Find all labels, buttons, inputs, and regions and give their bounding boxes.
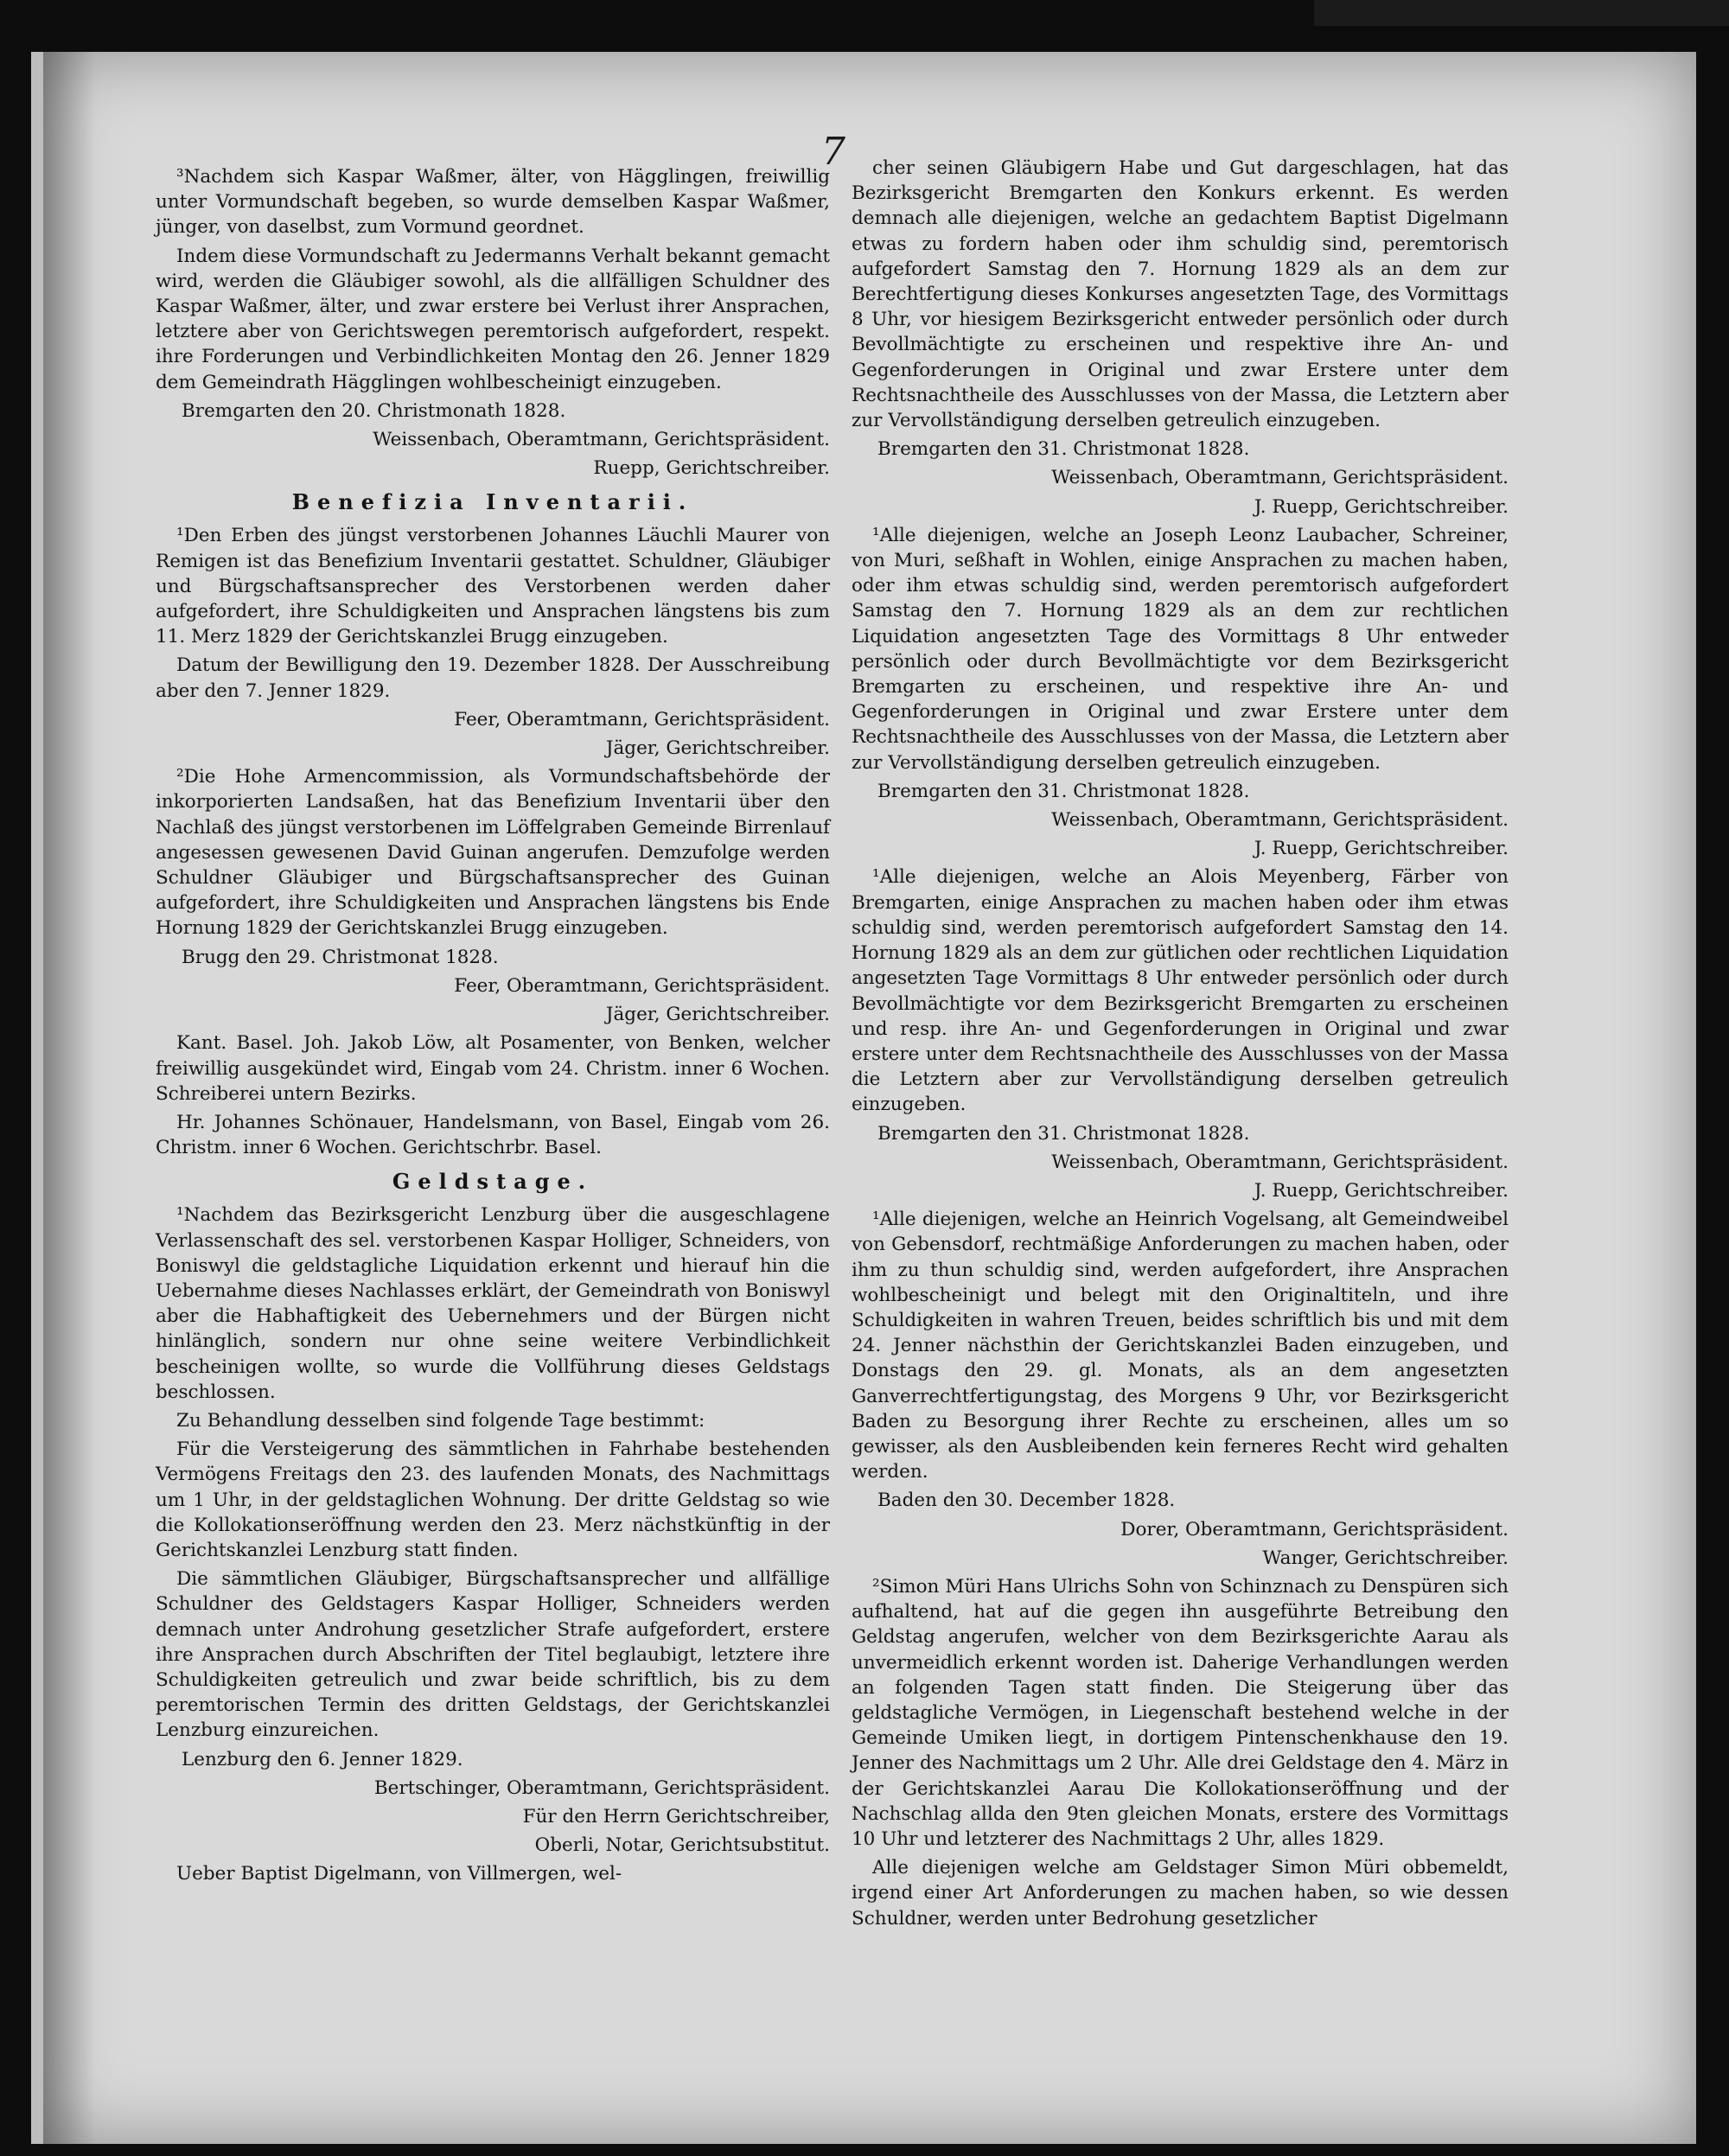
notice-paragraph: ²Die Hohe Armencommission, als Vormundschaftsbehörde der inkorporierten Landsaßen, hat das Benefizium Inventarii über den Nachlaß des jüngst verstorbenen im Löffelgraben Gemeinde Birrenlauf angesessen gewesenen David Guinan angerufen. Demzufolge werden Schuldner Gläubiger und Bürgschaftsansprecher des Guinan aufgefordert, ihre Schuldigkeiten und Ansprachen längstens bis Ende Hornung 1829 der Gerichtskanzlei Brugg einzugeben. [156,766,830,940]
notice-signature: Oberli, Notar, Gerichtsubstitut. [534,1834,830,1857]
notice-signature: J. Ruepp, Gerichtschreiber. [1254,838,1509,860]
notice-paragraph: ¹Nachdem das Bezirksgericht Lenzburg über die ausgeschlagene Verlassenschaft des sel. verstorbenen Kaspar Holliger, Schneiders, von Boniswyl die geldstagliche Liquidation erkennt und hierauf hin die Uebernahme dieses Nachlasses erklärt, der Gemeindrath von Boniswyl aber die Habhaftigkeit des Uebernehmers und der Bürgen nicht hinlänglich, sondern nur ohne seine weitere Verbindlichkeit bescheinigen wollte, so wurde die Vollführung dieses Geldstags beschlossen. [156,1204,830,1403]
notice-paragraph: Zu Behandlung desselben sind folgende Tage bestimmt: [176,1409,705,1432]
page-number: 7 [821,130,845,174]
notice-dateline: Bremgarten den 31. Christmonat 1828. [877,438,1250,461]
notice-signature: Dorer, Oberamtmann, Gerichtspräsident. [1120,1518,1509,1540]
notice-signature: J. Ruepp, Gerichtschreiber. [1254,1179,1509,1202]
notice-signature: Weissenbach, Oberamtmann, Gerichtspräsident. [1051,809,1509,832]
notice-signature: Bertschinger, Oberamtmann, Gerichtspräsident. [373,1776,830,1799]
notice-signature: Feer, Oberamtmann, Gerichtspräsident. [454,974,830,997]
notice-paragraph: ³Nachdem sich Kaspar Waßmer, älter, von Hägglingen, freiwillig unter Vormundschaft begeben, so wurde demselben Kaspar Waßmer, jünger, von daselbst, zum Vormund geordnet. [156,166,830,239]
notice-dateline: Brugg den 29. Christmonat 1828. [182,946,499,968]
notice-paragraph: ¹Alle diejenigen, welche an Alois Meyenberg, Färber von Bremgarten, einige Ansprachen zu machen haben oder ihm etwas schuldig sind, werden peremtorisch aufgefordert Samstag den 14. Hornung 1829 als an dem zur gütlichen oder rechtlichen Liquidation angesetzten Tage Vormittags 8 Uhr entweder persönlich oder durch Bevollmächtigte vor dem Bezirksgericht Bremgarten zu erscheinen und resp. ihre An- und Gegenforderungen in Original und zwar erstere unter dem Rechtsnachtheile des Ausschlusses von der Massa die Letztern aber zur Vervollständigung derselben getreulich einzugeben. [852,866,1509,1116]
notice-signature: Jäger, Gerichtschreiber. [605,1004,830,1026]
notice-paragraph: Indem diese Vormundschaft zu Jedermanns Verhalt bekannt gemacht wird, werden die Gläubiger sowohl, als die allfälligen Schuldner des Kaspar Waßmer, älter, und zwar erstere bei Verlust ihrer Ansprachen, letztere aber von Gerichtswegen peremtorisch aufgefordert, respekt. ihre Forderungen und Verbindlichkeiten Montag den 26. Jenner 1829 dem Gemeindrath Hägglingen wohlbescheinigt einzugeben. [156,245,830,393]
notice-dateline: Bremgarten den 20. Christmonath 1828. [182,399,566,422]
notice-paragraph: cher seinen Gläubigern Habe und Gut dargeschlagen, hat das Bezirksgericht Bremgarten den Konkurs erkennt. Es werden demnach alle diejenigen, welche an gedachtem Baptist Digelmann etwas zu fordern haben oder ihm schuldig sind, peremtorisch aufgefordert Samstag den 7. Hornung 1829 als an dem zur Berechtfertigung dieses Konkurses angesetzten Tage, des Vormittags 8 Uhr, vor hiesigem Bezirksgericht entweder persönlich oder durch Bevollmächtigte zu erscheinen und respektive ihre An- und Gegenforderungen in Original und zwar Erstere unter dem Rechtsnachtheile des Ausschlusses von der Massa, die Letztern aber zur Vervollständigung derselben getreulich einzugeben. [852,157,1509,432]
notice-signature: Weissenbach, Oberamtmann, Gerichtspräsident. [1051,1151,1509,1173]
notice-dateline: Lenzburg den 6. Jenner 1829. [182,1748,463,1770]
notice-dateline: Bremgarten den 31. Christmonat 1828. [877,1122,1250,1145]
notice-paragraph: Für die Versteigerung des sämmtlichen in Fahrhabe bestehenden Vermögens Freitags den 23. des laufenden Monats, des Nachmittags um 1 Uhr, in der geldstaglichen Wohnung. Der dritte Geldstag so wie die Kollokationseröffnung werden den 23. Merz nächstkünftig in der Gerichtskanzlei Lenzburg statt finden. [156,1438,830,1561]
section-heading: Geldstage. [392,1169,594,1195]
notice-paragraph: Datum der Bewilligung den 19. Dezember 1828. Der Ausschreibung aber den 7. Jenner 1829. [156,654,830,702]
notice-paragraph: Kant. Basel. Joh. Jakob Löw, alt Posamenter, von Benken, welcher freiwillig ausgekündet wird, Eingab vom 24. Christm. inner 6 Wochen. Schreiberei untern Bezirks. [156,1032,830,1105]
notice-paragraph: ¹Den Erben des jüngst verstorbenen Johannes Läuchli Maurer von Remigen ist das Benefizium Inventarii gestattet. Schuldner, Gläubiger und Bürgschaftsansprecher des Verstorbenen werden daher aufgefordert, ihre Schuldigkeiten und Ansprachen längstens bis zum 11. Merz 1829 der Gerichtskanzlei Brugg einzugeben. [156,525,830,648]
notice-paragraph: Hr. Johannes Schönauer, Handelsmann, von Basel, Eingab vom 26. Christm. inner 6 Wochen. Gerichtschrbr. Basel. [156,1111,830,1159]
notice-signature: Jäger, Gerichtschreiber. [605,737,830,760]
notice-signature: Weissenbach, Oberamtmann, Gerichtspräsident. [373,429,830,451]
notice-paragraph: Alle diejenigen welche am Geldstager Simon Müri obbemeldt, irgend einer Art Anforderungen zu machen haben, so wie dessen Schuldner, werden unter Bedrohung gesetzlicher [852,1857,1509,1930]
notice-signature: Feer, Oberamtmann, Gerichtspräsident. [454,708,830,730]
notice-signature: Für den Herrn Gerichtschreiber, [522,1805,830,1827]
notice-paragraph: Die sämmtlichen Gläubiger, Bürgschaftsansprecher und allfällige Schuldner des Geldstagers Kaspar Holliger, Schneiders werden demnach unter Androhung gesetzlicher Strafe aufgefordert, erstere ihre Ansprachen durch Abschriften der Titel beglaubigt, letztere ihre Schuldigkeiten getreulich und zwar beide schriftlich, bis zu dem peremtorischen Termin des dritten Geldstags, der Gerichtskanzlei Lenzburg einzureichen. [156,1568,830,1742]
section-heading: Benefizia Inventarii. [291,489,694,515]
notice-signature: Weissenbach, Oberamtmann, Gerichtspräsident. [1051,467,1509,489]
notice-paragraph: ¹Alle diejenigen, welche an Heinrich Vogelsang, alt Gemeindweibel von Gebensdorf, rechtmäßige Anforderungen zu machen haben, oder ihm zu thun schuldig sind, werden aufgefordert, ihre Ansprachen wohlbescheinigt und belegt mit den Originaltiteln, und ihre Schuldigkeiten in wahren Treuen, beides schriftlich bis und mit dem 24. Jenner nächsthin der Gerichtskanzlei Baden einzugeben, und Donstags den 29. gl. Monats, als an dem angesetzten Ganverrechtfertigungstag, des Morgens 9 Uhr, vor Bezirksgericht Baden zu Besorgung ihrer Rechte zu erscheinen, alles um so gewisser, als den Ausbleibenden kein ferneres Recht wird gehalten werden. [852,1209,1509,1483]
notice-signature: J. Ruepp, Gerichtschreiber. [1254,495,1509,518]
left-column [156,164,830,1891]
notice-signature: Ruepp, Gerichtschreiber. [593,457,830,480]
right-column [852,156,1509,1935]
notice-dateline: Baden den 30. December 1828. [877,1489,1176,1512]
notice-paragraph: Ueber Baptist Digelmann, von Villmergen, wel- [176,1863,622,1885]
notice-paragraph: ²Simon Müri Hans Ulrichs Sohn von Schinznach zu Denspüren sich aufhaltend, hat auf die gegen ihn ausgeführte Betreibung den Geldstag angerufen, welcher von dem Bezirksgerichte Aarau als unvermeidlich erkennt worden ist. Daherige Verhandlungen werden an folgenden Tagen statt finden. Die Steigerung über das geldstagliche Vermögen, in Liegenschaft bestehend welche in der Gemeinde Umiken liegt, in dortigem Pintenschenkhause den 19. Jenner des Nachmittags um 2 Uhr. Alle drei Geldstage den 4. März in der Gerichtskanzlei Aarau Die Kollokationseröffnung und der Nachschlag allda den 9ten gleichen Monats, erstere des Vormittags 10 Uhr und letzterer des Nachmittags 2 Uhr, alles 1829. [852,1575,1509,1850]
notice-dateline: Bremgarten den 31. Christmonat 1828. [877,780,1250,802]
notice-signature: Wanger, Gerichtschreiber. [1262,1547,1509,1569]
notice-paragraph: ¹Alle diejenigen, welche an Joseph Leonz Laubacher, Schreiner, von Muri, seßhaft in Wohlen, einige Ansprachen zu machen haben, oder ihm etwas schuldig sind, werden peremtorisch aufgefordert Samstag den 7. Hornung 1829 als an dem zur rechtlichen Liquidation angesetzten Tage des Vormittags 8 Uhr entweder persönlich oder durch Bevollmächtigte vor dem Bezirksgericht Bremgarten zu erscheinen, und respektive ihre An- und Gegenforderungen in Original und zwar Erstere unter dem Rechtsnachtheile des Ausschlusses von der Massa, die Letztern aber zur Vervollständigung derselben getreulich einzugeben. [852,524,1509,774]
scan-background-strip [1314,0,1729,26]
